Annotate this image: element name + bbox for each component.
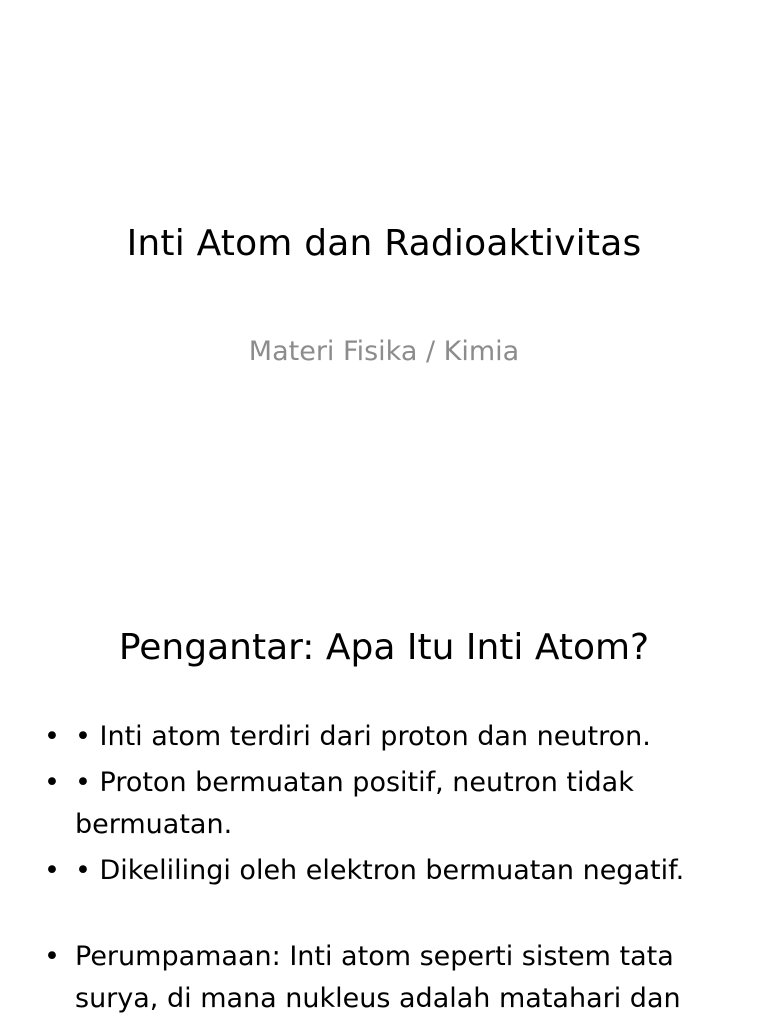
slide-subtitle: Materi Fisika / Kimia — [248, 336, 520, 367]
list-item-text: Perumpamaan: Inti atom seperti sistem tata surya, di mana nukleus adalah matahari dan — [75, 941, 681, 1014]
slide-title-heading: Inti Atom dan Radioaktivitas — [126, 223, 642, 264]
slide-introduction-heading: Pengantar: Apa Itu Inti Atom? — [118, 627, 650, 668]
bullet-glyph: • — [44, 941, 60, 972]
list-item — [0, 716, 768, 758]
slide-introduction — [0, 576, 768, 1024]
list-item-text: • Proton bermuatan positif, neutron tidak bermuatan. — [75, 767, 634, 840]
list-item — [0, 936, 768, 1020]
bullet-glyph: • — [44, 767, 60, 798]
bullet-glyph: • — [44, 721, 60, 752]
list-item-text: • Dikelilingi oleh elektron bermuatan negatif. — [75, 855, 685, 886]
bullet-list — [0, 716, 768, 1024]
list-item — [0, 850, 768, 892]
list-item — [0, 762, 768, 846]
bullet-glyph: • — [44, 855, 60, 886]
list-item-text: • Inti atom terdiri dari proton dan neutron. — [75, 721, 651, 752]
